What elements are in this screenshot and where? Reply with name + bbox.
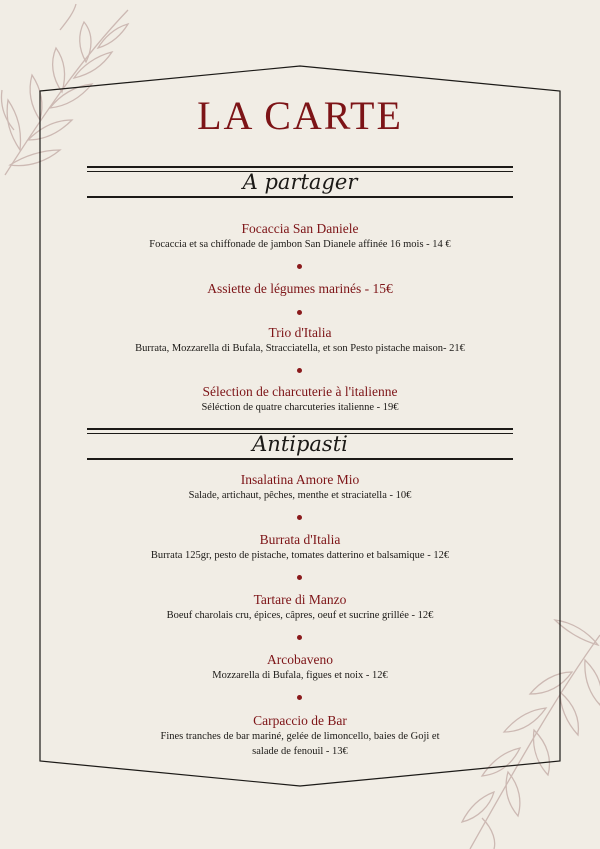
menu-item xyxy=(60,651,540,683)
item-name: Sélection de charcuterie à l'italienne xyxy=(202,384,398,399)
menu-item xyxy=(60,383,540,415)
menu-item xyxy=(60,280,540,297)
item-name: Burrata d'Italia xyxy=(259,532,341,547)
bullet-dot-icon xyxy=(297,695,302,700)
item-name: Tartare di Manzo xyxy=(253,592,347,607)
menu-item xyxy=(60,531,540,563)
section-header-a-partager xyxy=(87,166,513,198)
item-name: Focaccia San Daniele xyxy=(241,221,359,236)
item-name: Trio d'Italia xyxy=(268,325,332,340)
item-description-line-2: salade de fenouil - 13€ xyxy=(252,746,348,757)
menu-item xyxy=(60,220,540,252)
bullet-dot-icon xyxy=(297,310,302,315)
item-description: Burrata, Mozzarella di Bufala, Stracciatella, et son Pesto pistache maison- 21€ xyxy=(135,343,465,354)
bullet-dot-icon xyxy=(297,264,302,269)
item-description: Fines tranches de bar mariné, gelée de limoncello, baies de Goji et xyxy=(160,731,440,742)
item-name: Arcobaveno xyxy=(267,652,333,667)
item-description: Séléction de quatre charcuteries italienne - 19€ xyxy=(201,402,399,413)
bullet-dot-icon xyxy=(297,368,302,373)
item-description: Burrata 125gr, pesto de pistache, tomates datterino et balsamique - 12€ xyxy=(150,550,450,561)
section-title: Antipasti xyxy=(252,432,348,456)
item-description: Salade, artichaut, pêches, menthe et straciatella - 10€ xyxy=(188,490,412,501)
item-name: Insalatina Amore Mio xyxy=(240,472,360,487)
bullet-dot-icon xyxy=(297,575,302,580)
menu-item xyxy=(60,324,540,356)
menu-item xyxy=(60,712,540,759)
item-description: Boeuf charolais cru, épices, câpres, oeuf et sucrine grillée - 12€ xyxy=(166,610,434,621)
section-header-antipasti xyxy=(87,428,513,460)
menu-item xyxy=(60,471,540,503)
rosemary-branch-icon xyxy=(2,4,129,175)
item-name: Carpaccio de Bar xyxy=(253,713,347,728)
bullet-dot-icon xyxy=(297,635,302,640)
item-description: Focaccia et sa chiffonade de jambon San Dianele affinée 16 mois - 14 € xyxy=(149,239,451,250)
item-name: Assiette de légumes marinés - 15€ xyxy=(207,281,393,296)
item-description: Mozzarella di Bufala, figues et noix - 12€ xyxy=(212,670,388,681)
menu-item xyxy=(60,591,540,623)
page-title: LA CARTE xyxy=(197,93,403,138)
section-title: A partager xyxy=(242,170,358,194)
bullet-dot-icon xyxy=(297,515,302,520)
